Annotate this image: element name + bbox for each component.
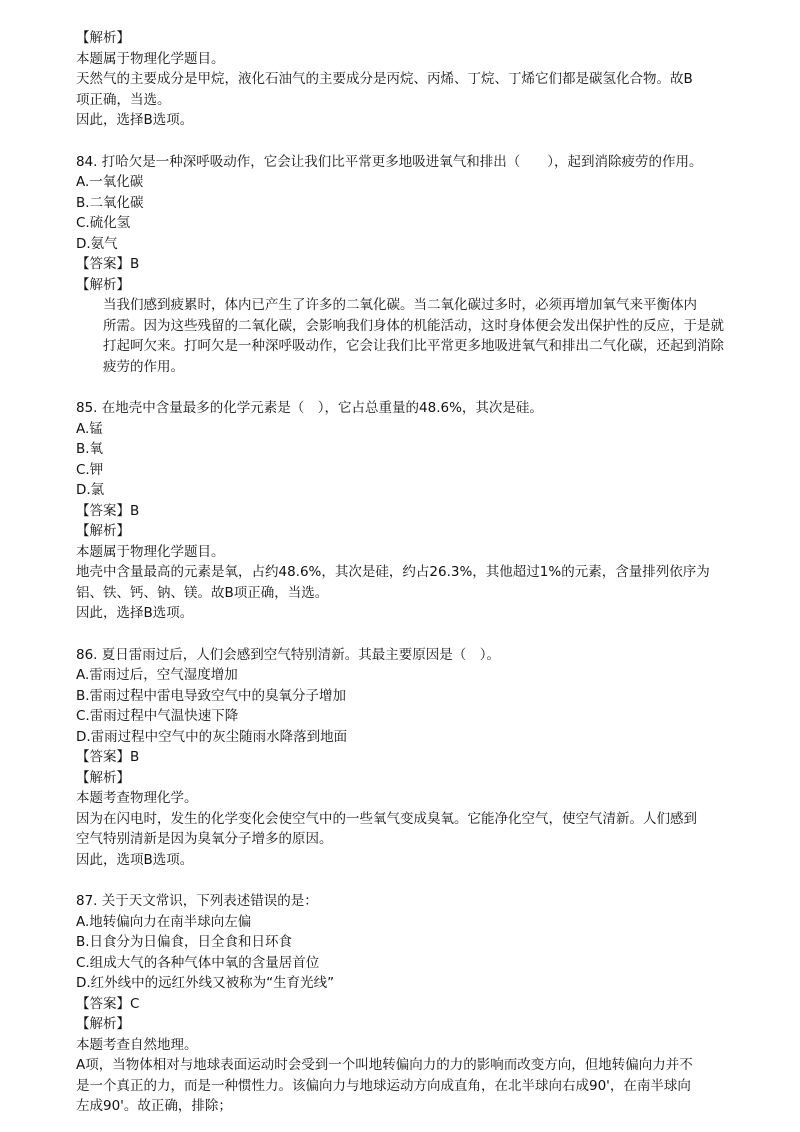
text-line: D.红外线中的远红外线又被称为“生育光线” — [76, 975, 335, 991]
text-line: A.一氧化碳 — [76, 174, 144, 190]
text-line: 因此，选择B选项。 — [76, 605, 194, 621]
text-line: D.雷雨过程中空气中的灰尘随雨水降落到地面 — [76, 728, 348, 745]
text-line: 本题考查物理化学。 — [76, 790, 198, 806]
text-line: 是一个真正的力，而是一种惯性力。该偏向力与地球运动方向成直角，在北半球向右成90'，在南半球向 — [76, 1077, 691, 1094]
text-line: 【解析】 — [76, 30, 130, 46]
text-line: 【答案】B — [76, 256, 140, 272]
paragraph-gap — [76, 377, 752, 398]
text-line: 因此，选项B选项。 — [76, 851, 194, 868]
text-line: 【解析】 — [76, 1016, 130, 1032]
text-line: 地壳中含量最高的元素是氧，占约48.6%，其次是硅，约占26.3%，其他超过1%的元素，含量排列依序为 — [76, 564, 710, 580]
text-line: 84. 打哈欠是一种深呼吸动作，它会让我们比平常更多地吸进氧气和排出（ ），起到消除疲劳的作用。 — [76, 153, 703, 170]
text-line: 当我们感到疲累时，体内已产生了许多的二氧化碳。当二氧化碳过多时，必须再增加氧气来平衡体内 — [103, 297, 697, 313]
text-line: B.日食分为日偏食，日全食和日环食 — [76, 934, 293, 950]
text-line: A.锰 — [76, 420, 103, 437]
text-line: 所需。因为这些残留的二氧化碳，会影响我们身体的机能活动，这时身体便会发出保护性的反应，于是就 — [103, 317, 724, 334]
text-line: A项，当物体相对与地球表面运动时会受到一个叫地转偏向力的力的影响而改变方向，但地转偏向力并不 — [76, 1057, 693, 1073]
text-line: 打起呵欠来。打呵欠是一种深呼吸动作，它会让我们比平常更多地吸进氧气和排出二气化碳，还起到消除 — [103, 338, 724, 354]
text-line: D.氨气 — [76, 235, 118, 252]
text-line: 【答案】B — [76, 749, 140, 765]
paragraph-gap — [76, 624, 752, 645]
paragraph-gap — [76, 870, 752, 891]
text-line: C.硫化氢 — [76, 215, 131, 231]
text-line: 疲劳的作用。 — [103, 358, 184, 375]
text-line: 空气特别清新是因为臭氧分子增多的原因。 — [76, 831, 333, 847]
text-line: 左成90'。故正确，排除； — [76, 1098, 232, 1114]
text-line: 项正确，当选。 — [76, 91, 171, 108]
text-line: 本题考查自然地理。 — [76, 1036, 198, 1053]
text-line: 【解析】 — [76, 276, 130, 293]
text-line: B.二氧化碳 — [76, 194, 144, 211]
document-body — [76, 28, 752, 1117]
text-line: 85. 在地壳中含量最多的化学元素是（ ），它占总重量的48.6%，其次是硅。 — [76, 400, 543, 416]
text-line: 铝、铁、钙、钠、镁。故B项正确，当选。 — [76, 584, 329, 601]
text-line: 因此，选择B选项。 — [76, 112, 194, 128]
text-line: C.雷雨过程中气温快速下降 — [76, 708, 239, 724]
text-line: D.氯 — [76, 482, 105, 498]
text-line: 因为在闪电时，发生的化学变化会使空气中的一些氧气变成臭氧。它能净化空气，使空气清新。人们感到 — [76, 810, 697, 827]
text-line: C.钾 — [76, 461, 104, 478]
text-line: 【解析】 — [76, 769, 130, 786]
text-line: 86. 夏日雷雨过后，人们会感到空气特别清新。其最主要原因是（ ）。 — [76, 646, 501, 663]
text-line: B.氧 — [76, 441, 104, 457]
text-line: A.雷雨过后，空气湿度增加 — [76, 667, 238, 683]
text-line: 天然气的主要成分是甲烷，液化石油气的主要成分是丙烷、丙烯、丁烷、丁烯它们都是碳氢化合物。故B — [76, 71, 693, 87]
text-line: 87. 关于天文常识，下列表述错误的是： — [76, 893, 318, 909]
text-line: 【答案】B — [76, 502, 140, 519]
text-line: 本题属于物理化学题目。 — [76, 50, 225, 67]
paragraph-gap — [76, 131, 752, 152]
text-line: C.组成大气的各种气体中氧的含量居首位 — [76, 954, 320, 971]
text-line: 本题属于物理化学题目。 — [76, 543, 225, 560]
text-line: A.地转偏向力在南半球向左偏 — [76, 913, 252, 930]
text-line: 【解析】 — [76, 523, 130, 539]
text-line: 【答案】C — [76, 995, 140, 1012]
text-line: B.雷雨过程中雷电导致空气中的臭氧分子增加 — [76, 687, 347, 704]
